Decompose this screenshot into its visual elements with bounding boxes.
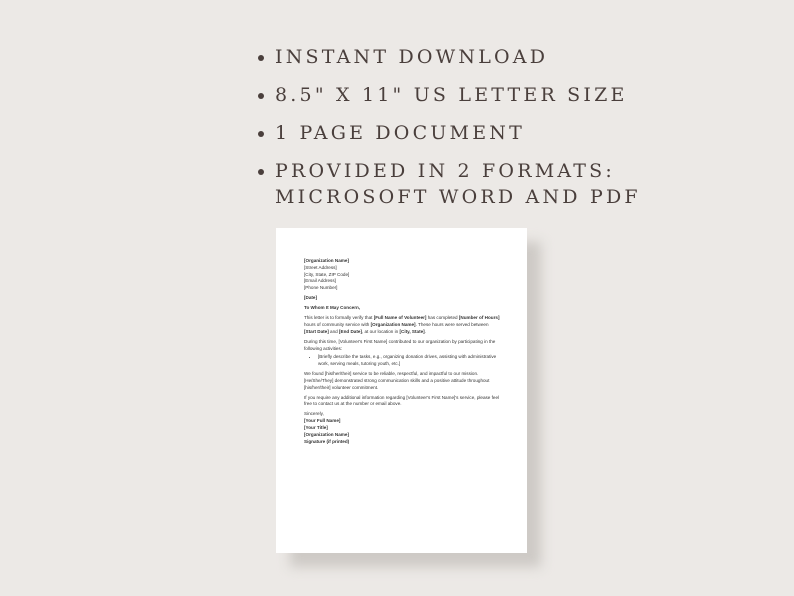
feature-text: INSTANT DOWNLOAD <box>275 46 549 68</box>
document-page <box>276 228 527 553</box>
letter-activity-list <box>304 354 501 368</box>
bullet-icon <box>258 131 264 137</box>
feature-item <box>258 120 641 146</box>
letter-closing: Sincerely, <box>304 411 324 417</box>
letter-signature: Signature (if printed) <box>304 438 350 444</box>
letter-org-name: [Organization Name] <box>304 258 349 263</box>
feature-text: PROVIDED IN 2 FORMATS: MICROSOFT WORD AND PDF <box>275 160 641 208</box>
letter-paragraph-4: If you require any additional information regarding [Volunteer's First Name]'s service, please feel free to contact us at the number or email above. <box>304 394 500 407</box>
letter-signer-title: [Your Title] <box>304 425 328 431</box>
letter-street: [Street Address] <box>304 264 337 270</box>
feature-text: 1 PAGE DOCUMENT <box>275 122 525 144</box>
letter-paragraph-3: We found [his/her/their] service to be reliable, respectful, and impactful to our mission. [He/She/They] demonstrated strong communication skills and a positive attitude throughout [his/her/their] volunteer commitment. <box>304 371 490 390</box>
letter-activity-item: • [Briefly describe the tasks, e.g., organizing donation drives, assisting with administrative work, serving meals, tutoring youth, etc.] <box>318 354 501 368</box>
letter-date: [Date] <box>304 295 318 301</box>
bullet-icon <box>258 169 264 175</box>
document-preview <box>276 228 527 553</box>
bullet-icon <box>258 93 264 99</box>
bullet-icon <box>258 55 264 61</box>
letter-city: [City, State, ZIP Code] <box>304 271 350 277</box>
feature-list <box>258 44 641 222</box>
letter-signer-name: [Your Full Name] <box>304 418 341 424</box>
feature-item <box>258 82 641 108</box>
feature-item <box>258 44 641 70</box>
letter-phone: [Phone Number] <box>304 285 338 291</box>
letter-email: [Email Address] <box>304 278 336 284</box>
letter-signer-org: [Organization Name] <box>304 431 349 437</box>
letter-paragraph-2: During this time, [Volunteer's First Name] contributed to our organization by participating in the following activities: <box>304 338 496 351</box>
letter-paragraph-1: This letter is to formally verify that [Full Name of Volunteer] has completed [Number of Hours] hours of community service with [Organization Name]. These hours were served between [Start Date] and [End Date], at our location in [City, State]. <box>304 315 500 334</box>
letter-salutation: To Whom It May Concern, <box>304 305 361 311</box>
feature-text: 8.5" X 11" US LETTER SIZE <box>275 84 628 106</box>
feature-item <box>258 158 641 210</box>
